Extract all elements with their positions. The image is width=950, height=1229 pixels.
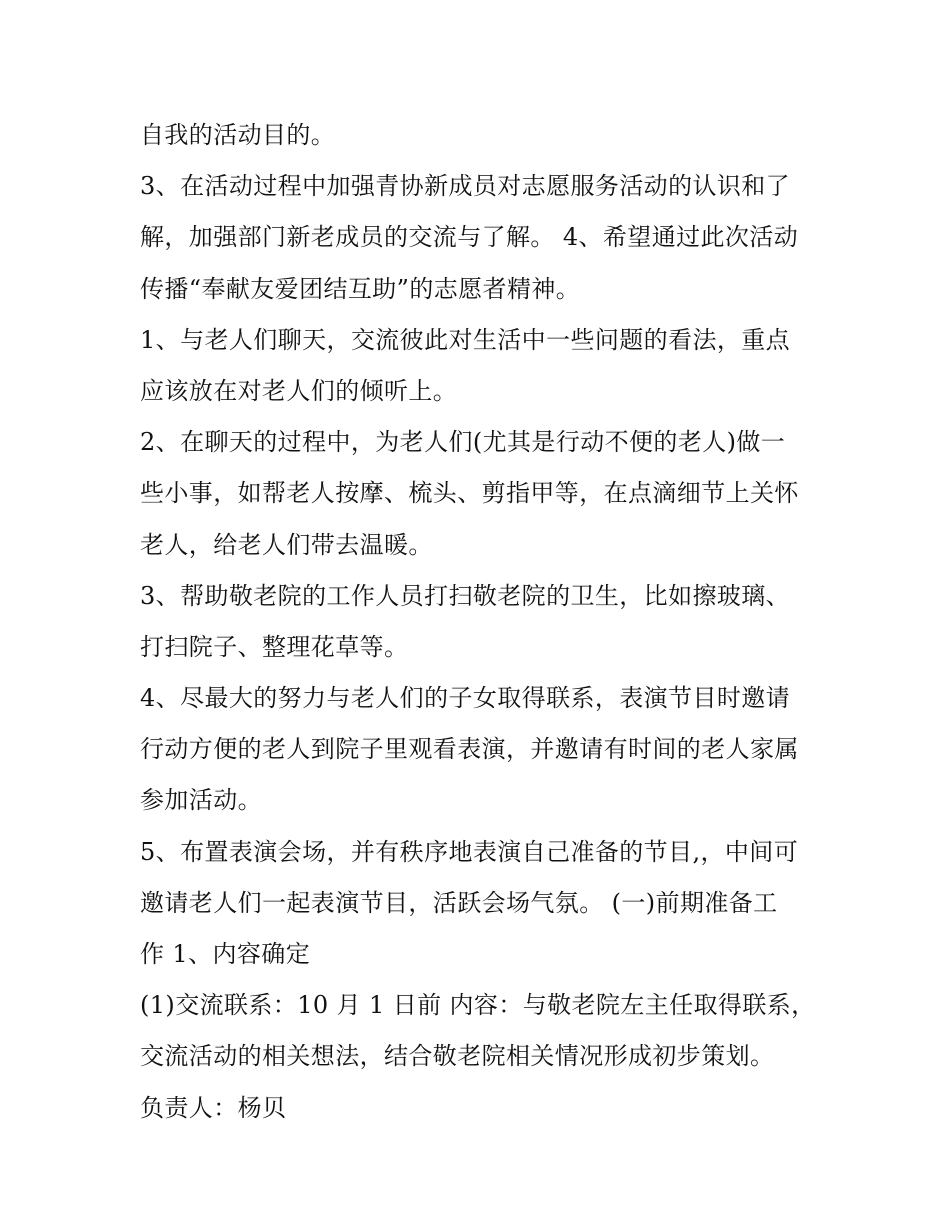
text-line: 些小事，如帮老人按摩、梳头、剪指甲等，在点滴细节上关怀	[140, 479, 799, 508]
text-line: 作 1、内容确定	[140, 940, 311, 968]
text-line: 3、帮助敬老院的工作人员打扫敬老院的卫生，比如擦玻璃、	[140, 581, 791, 610]
text-line: 自我的活动目的。	[140, 121, 336, 149]
text-line: 4、尽最大的努力与老人们的子女取得联系，表演节目时邀请	[140, 684, 791, 713]
text-line: 邀请老人们一起表演节目，活跃会场气氛。 (一)前期准备工	[140, 888, 778, 917]
text-line: (1)交流联系：10 月 1 日前 内容：与敬老院左主任取得联系，	[140, 991, 816, 1020]
text-line: 3、在活动过程中加强青协新成员对志愿服务活动的认识和了	[140, 172, 791, 201]
text-line: 打扫院子、整理花草等。	[140, 632, 409, 661]
text-line: 应该放在对老人们的倾听上。	[140, 376, 458, 405]
text-line: 负责人：杨贝	[140, 1093, 287, 1122]
text-line: 老人，给老人们带去温暖。	[140, 530, 433, 559]
text-line: 2、在聊天的过程中，为老人们(尤其是行动不便的老人)做一	[140, 428, 786, 457]
text-line: 解，加强部门新老成员的交流与了解。 4、希望通过此次活动	[140, 223, 799, 252]
text-line: 传播“奉献友爱团结互助”的志愿者精神。	[140, 274, 581, 303]
text-line: 行动方便的老人到院子里观看表演，并邀请有时间的老人家属	[140, 735, 799, 764]
text-line: 交流活动的相关想法，结合敬老院相关情况形成初步策划。	[140, 1042, 775, 1071]
text-line: 参加活动。	[140, 786, 262, 815]
document-body	[140, 110, 830, 1134]
text-line: 5、布置表演会场，并有秩序地表演自己准备的节目,，中间可	[140, 837, 799, 866]
text-line: 1、与老人们聊天，交流彼此对生活中一些问题的看法，重点	[140, 325, 791, 354]
